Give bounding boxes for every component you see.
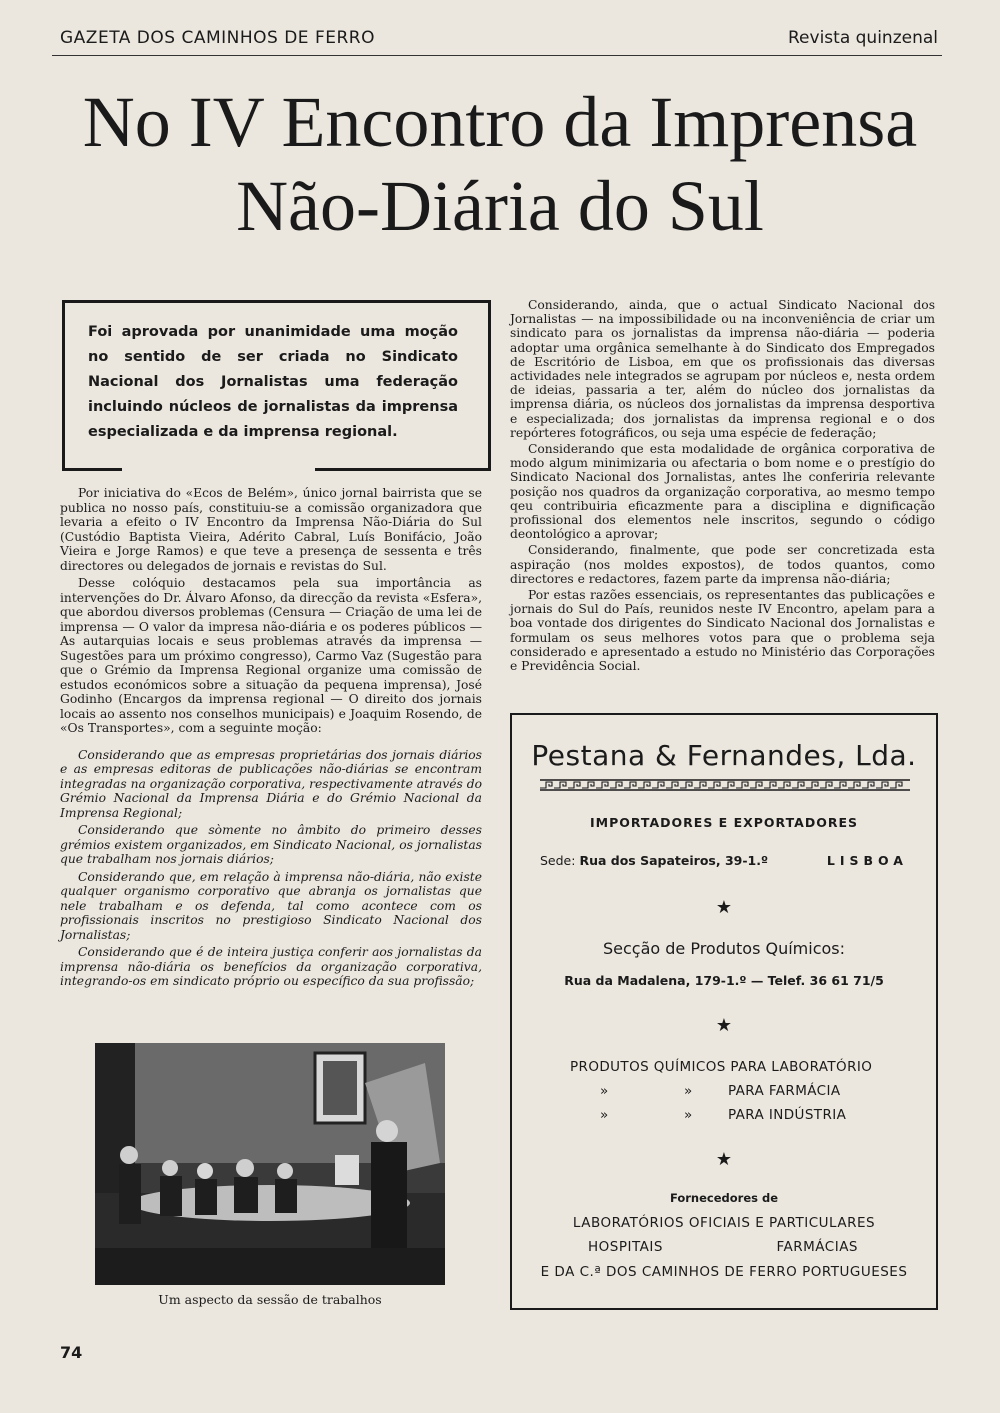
consideration: Por estas razões essenciais, os representantes das publicações e jornais do Sul do País, reunidos neste IV Encontro, apelam para a boa vontade dos dirigentes do Sindicato Nacional dos Jornalistas e formulam os seus melhores votos para que o problema seja considerado e apresentado a estudo no Ministério das Corporações e Previdência Social. <box>510 588 935 674</box>
journal-name: GAZETA DOS CAMINHOS DE FERRO <box>60 28 375 48</box>
star-icon: ★ <box>715 1149 733 1170</box>
product-line-text: PARA INDÚSTRIA <box>728 1107 847 1123</box>
ditto-mark: » <box>684 1107 693 1123</box>
consideration: Considerando que esta modalidade de orgânica corporativa de modo algum minimizaria ou afectaria o bom nome e o prestígio do Sindicato Nacional dos Jornalistas, antes lhe conferiria relevante posição nos quadros da organização corporativa, ao mesmo tempo qeu contribuiria eficazmente para a disciplina e dignificação profissional dos elementos nele inscritos, segundo o código deontológico a aprovar; <box>510 442 935 542</box>
article-paragraph: Desse colóquio destacamos pela sua importância as intervenções do Dr. Álvaro Afonso, da direcção da revista «Esfera», que abordou diversos problemas (Censura — Criação de uma lei de imprensa — O valor da impresa não-diária e os poderes públicos — As autarquias locais e seus problemas através da imprensa — Sugestões para um próximo congresso), Carmo Vaz (Sugestão para que o Grémio da Imprensa Regional organize uma comissão de estudos económicos sobre a situação da pequena imprensa), José Godinho (Encargos da imprensa regional — O direito dos jornais locais ao assento nos conselhos municipais) e Joaquim Rosendo, de «Os Transportes», com a seguinte moção: <box>60 576 482 735</box>
star-icon: ★ <box>715 897 733 918</box>
advertiser-name: Pestana & Fernandes, Lda. <box>531 739 917 772</box>
article-left-column <box>60 486 482 989</box>
session-photo-image <box>95 1043 445 1285</box>
photo-caption: Um aspecto da sessão de trabalhos <box>158 1292 382 1307</box>
product-line-text: PRODUTOS QUÍMICOS PARA LABORATÓRIO <box>570 1059 873 1075</box>
suppliers-line-3: E DA C.ª DOS CAMINHOS DE FERRO PORTUGUESES <box>540 1264 908 1280</box>
consideration: Considerando que, em relação à imprensa não-diária, não existe qualquer organismo corporativo que abranja os jornalistas que nele trabalham e os defenda, tal como acontece com os profissionais inscritos no prestigioso Sindicato Nacional dos Jornalistas; <box>60 869 482 942</box>
advertiser-address <box>540 853 768 868</box>
title-line-1: No IV Encontro da Imprensa <box>82 82 918 162</box>
suppliers-pharmacies: FARMÁCIAS <box>776 1239 858 1255</box>
suppliers-line-1: LABORATÓRIOS OFICIAIS E PARTICULARES <box>572 1215 876 1231</box>
article-paragraph: Por iniciativa do «Ecos de Belém», único jornal bairrista que se publica no nosso país, constituiu-se a comissão organizadora que levaria a efeito o IV Encontro da Imprensa Não-Diária do Sul (Custódio Baptista Vieira, Adérito Cabral, Luís Bonifácio, João Vieira e Jorge Ramos) e que teve a presença de sessenta e três directores ou delegados de jornais e revistas do Sul. <box>60 486 482 573</box>
motion-box-rule-right <box>315 468 488 471</box>
motion-considerations-left <box>60 748 482 989</box>
advertiser-city: LISBOA <box>826 853 908 868</box>
article-right-column <box>510 298 935 673</box>
motion-summary: Foi aprovada por unanimidade uma moção no sentido de ser criada no Sindicato Nacional dos Jornalistas uma federação incluindo núcleos de jornalistas da imprensa especializada e da imprensa regional. <box>88 324 458 440</box>
suppliers-hospitals: HOSPITAIS <box>588 1239 663 1255</box>
page-number: 74 <box>60 1343 83 1362</box>
title-line-2: Não-Diária do Sul <box>236 166 764 246</box>
header-divider <box>52 55 942 56</box>
advertiser-tagline: IMPORTADORES E EXPORTADORES <box>589 815 858 830</box>
consideration: Considerando que as empresas proprietárias dos jornais diários e as empresas editoras de publicações não-diárias se encontram integradas na organização corporativa, respectivamente através do Grémio Nacional da Imprensa Diária e do Grémio Nacional da Imprensa Regional; <box>60 747 482 820</box>
ditto-mark: » <box>600 1083 609 1099</box>
chemicals-section-address: Rua da Madalena, 179-1.º — Telef. 36 61 71/5 <box>564 973 884 988</box>
article-title <box>40 80 960 248</box>
ditto-mark: » <box>684 1083 693 1099</box>
advertisement <box>510 713 938 1310</box>
address-label: Sede: <box>540 853 576 868</box>
product-line-text: PARA FARMÁCIA <box>728 1083 841 1099</box>
consideration: Considerando que é de inteira justiça conferir aos jornalistas da imprensa não-diária os benefícios da organização corporativa, integrando-os em sindicato próprio ou específico da sua profissão; <box>60 945 482 988</box>
chemicals-section-title: Secção de Produtos Químicos: <box>602 939 846 958</box>
star-icon: ★ <box>715 1015 733 1036</box>
session-photo <box>95 1043 445 1285</box>
journal-subtitle: Revista quinzenal <box>788 28 938 48</box>
suppliers-label: Fornecedores de <box>669 1191 779 1205</box>
consideration: Considerando, ainda, que o actual Sindicato Nacional dos Jornalistas — na impossibilidade ou na inconveniência de criar um sindicato para os jornalistas da imprensa não-diária — poderia adoptar uma orgânica semelhante à do Sindicato dos Empregados de Escritório de Lisboa, em que os profissionais das diversas actividades nele integrados se agrupam por núcleos e, nesta ordem de ideias, passaria a ter, além do núcleo dos jornalistas da imprensa diária, os núcleos dos jornalistas da imprensa desportiva e especializada; dos jornalistas da imprensa regional e o dos repórteres fotográficos, ou seja uma espécie de federação; <box>510 298 935 440</box>
ditto-mark: » <box>600 1107 609 1123</box>
consideration: Considerando que sòmente no âmbito do primeiro desses grémios existem organizados, em Sindicato Nacional, os jornalistas que trabalham nos jornais diários; <box>60 823 482 866</box>
greek-key-ornament <box>540 779 910 791</box>
motion-box-rule-left <box>62 468 122 471</box>
consideration: Considerando, finalmente, que pode ser concretizada esta aspiração (nos moldes expostos), de todos quantos, como directores e redactores, fazem parte da imprensa não-diária; <box>510 543 935 586</box>
address-value: Rua dos Sapateiros, 39-1.º <box>579 853 769 868</box>
